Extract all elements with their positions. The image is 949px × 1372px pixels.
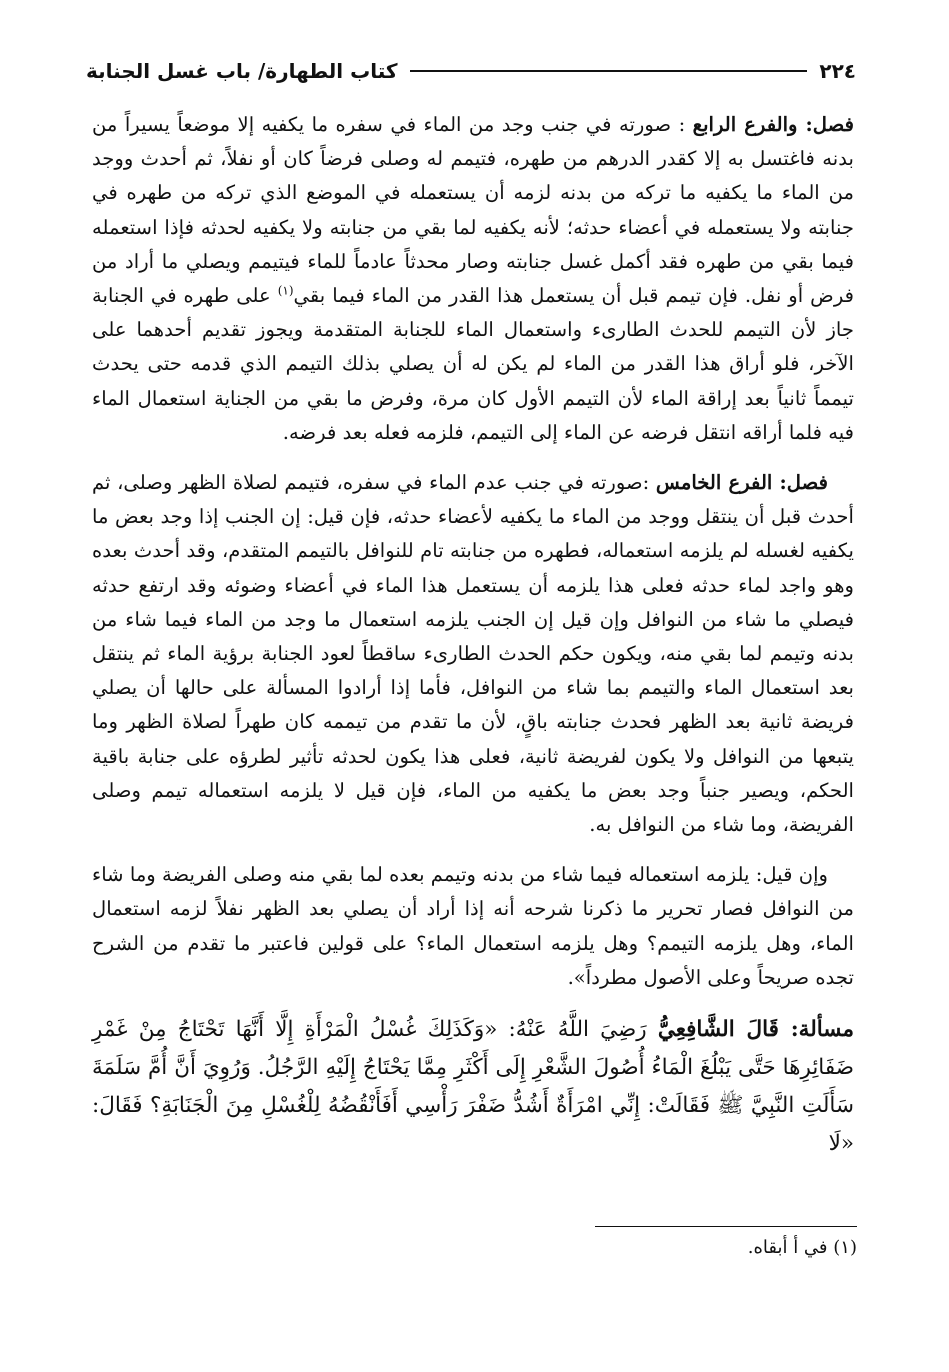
footnote-separator bbox=[595, 1226, 857, 1227]
section-heading: فصل: والفرع الرابع bbox=[692, 113, 854, 136]
footnote-marker: (١) bbox=[277, 283, 294, 298]
paragraph-text: وإن قيل: يلزمه استعماله فيما شاء من بدنه وتيمم بعده لما بقي منه وصلى الفريضة وما شاء من النوافل فصار تحرير ما ذكرنا شرحه أنه إذا أراد أن يصلي بعد الظهر نفلاً لزمه استعمال الماء، وهل يلزمه التيمم؟ وهل يلزمه استعمال الماء؟ على قولين فاعتبر ما تقدم من الشرح تجده صريحاً وعلى الأصول مطرداً». bbox=[92, 863, 854, 989]
paragraph-fifth-branch bbox=[92, 466, 854, 842]
paragraph-fourth-branch bbox=[92, 108, 854, 450]
masala-paragraph bbox=[92, 1011, 854, 1163]
paragraph-text-continued: على طهره في الجنابة جاز لأن التيمم للحدث الطارىء واستعمال الماء للجنابة المتقدمة ويجوز تقديم أحدهما على الآخر، فلو أراق هذا القدر من الماء لم يكن له أن يصلي بذلك التيمم الذي قدمه حتى يحدث تيمماً ثانياً بعد إراقة الماء لأن التيمم الأول كان مرة، وفرض ما بقي من الجناية استعمال الماء فيه فلما أراقه انتقل فرضه عن الماء إلى التيمم، فلزمه فعله بعد فرضه. bbox=[92, 284, 854, 444]
running-header bbox=[86, 56, 856, 86]
paragraph-text: : صورته في جنب وجد من الماء في سفره ما يكفيه إلا موضعاً يسيراً من بدنه فاغتسل به إلا كقدر الدرهم من طهره، فتيمم له وصلى فرضاً كان أو نفلاً، ثم أحدث ووجد من الماء ما يكفيه ما تركه من بدنه لزمه أن يستعمله في الموضع الذي تركه من طهره في جنابته ولا يستعمله في أعضاء حدثه؛ لأنه يكفيه لما بقي من جنابته ولا يكفيه لحدثه فإذا استعمله فيما بقي من طهره فقد أكمل غسل جنابته وصار محدثاً عادماً للماء فيتيمم ويصلي ما أراد من فرض أو نفل. فإن تيمم قبل أن يستعمل هذا القدر من الماء فيما بقي bbox=[92, 113, 855, 308]
paragraph-text: :صورته في جنب عدم الماء في سفره، فتيمم لصلاة الظهر وصلى، ثم أحدث قبل أن ينتقل ووجد من الماء ما يكفيه لأعضاء حدثه، فإن قيل: إن الجنب إذا وجد بعض ما يكفيه لغسله لم يلزمه استعماله، فطهره من جنابته تام للنوافل بالتيمم المتقدم، وقد أحدث بعده وهو واجد لماء حدثه فعلى هذا يلزمه أن يستعمل هذا الماء في أعضاء وضوئه وقد ارتفع حدثه فيصلي ما شاء من النوافل وإن قيل إن الجنب يلزمه استعمال ما وجد من الماء فيما شاء من بدنه وتيمم لما بقي منه، ويكون حكم الحدث الطارىء ساقطاً لعود الجنابة برؤية الماء ثم ينتقل بعد استعمال الماء والتيمم بما شاء من النوافل، فأما إذا أرادوا المسألة على حالها أن يصلي فريضة ثانية بعد الظهر فحدث جنابته باقٍ، لأن ما تقدم من تيممه كان طهراً لصلاة الظهر وما يتبعها من النوافل ولا يكون لفريضة ثانية، فعلى هذا يكون لحدثه تأثير لطرؤه على جنابة باقية الحكم، ويصير جنباً وجد بعض ما يكفيه من الماء، فإن قيل لا يلزمه استعماله تيمم وصلى الفريضة، وما شاء من النوافل به. bbox=[92, 471, 854, 837]
footnote bbox=[457, 1237, 857, 1259]
main-text bbox=[92, 108, 854, 1163]
paragraph-if-said bbox=[92, 858, 854, 995]
footnote-number: (١) bbox=[833, 1237, 857, 1258]
masala-heading: مسألة: قَالَ الشَّافِعِيُّ bbox=[657, 1017, 854, 1043]
section-heading: فصل: الفرع الخامس bbox=[655, 471, 828, 495]
footnote-text: في أ أبقاه. bbox=[747, 1237, 828, 1258]
chapter-title: كتاب الطهارة/ باب غسل الجنابة bbox=[86, 59, 398, 83]
masala-text: رَضِيَ اللَّهُ عَنْهُ: «وَكَذَلِكَ غُسْلُ الْمَرْأَةِ إِلَّا أَنَّهَا تَحْتَاجُ مِنْ غَمْرِ ضَفَائِرِهَا حَتَّى يَبْلُغَ الْمَاءُ أُصُولَ الشَّعْرِ إِلَى أَكْثَرِ مِمَّا يَحْتَاجُ إِلَيْهِ الرَّجُلُ. وَرُوِيَ أَنَّ أُمَّ سَلَمَةَ سَأَلَتِ النَّبِيَّ ﷺ فَقَالَتْ: إِنِّي امْرَأَةٌ أَشُدُّ ضَفْرَ رَأْسِي أَفَأَنْقُضُهُ لِلْغُسْلِ مِنَ الْجَنَابَةِ؟ فَقَالَ: «لَا bbox=[92, 1017, 854, 1157]
header-rule bbox=[410, 70, 808, 72]
page-number: ٢٢٤ bbox=[819, 59, 856, 83]
